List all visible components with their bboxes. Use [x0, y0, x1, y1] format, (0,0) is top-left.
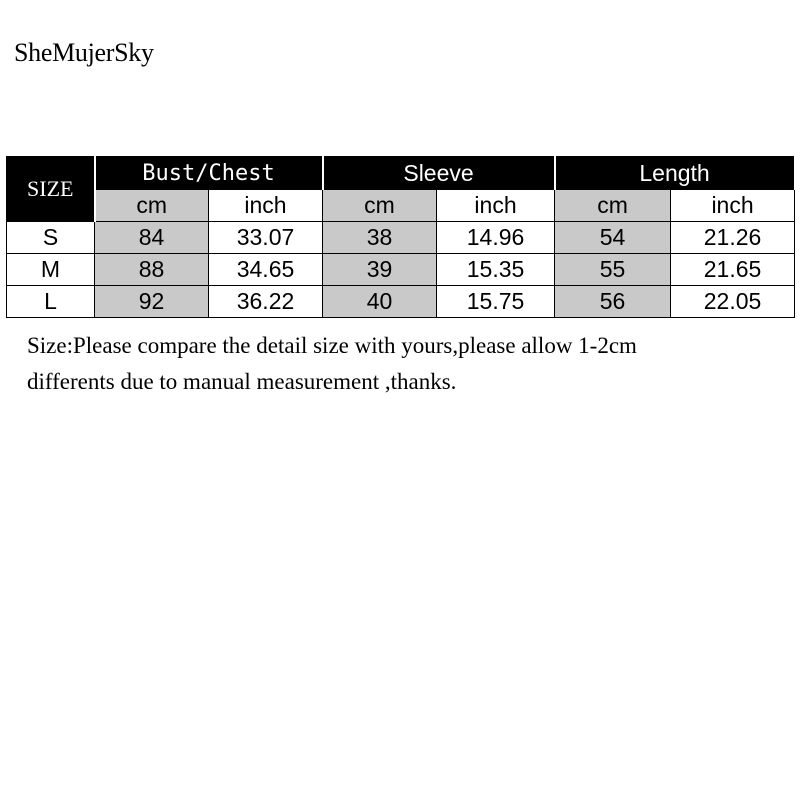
table-cell: 84	[95, 222, 209, 254]
table-cell: 22.05	[671, 286, 795, 318]
brand-name: SheMujerSky	[14, 38, 154, 67]
unit-header: cm	[323, 190, 437, 222]
table-cell: 36.22	[209, 286, 323, 318]
table-cell: 34.65	[209, 254, 323, 286]
unit-header: inch	[209, 190, 323, 222]
table-cell: 55	[555, 254, 671, 286]
size-note	[27, 328, 787, 400]
sleeve-header: Sleeve	[323, 157, 555, 190]
table-row	[7, 222, 795, 254]
table-cell: 56	[555, 286, 671, 318]
table-cell: 40	[323, 286, 437, 318]
bust-chest-header: Bust/Chest	[95, 157, 323, 190]
size-label: S	[7, 222, 95, 254]
table-cell: 39	[323, 254, 437, 286]
table-row	[7, 254, 795, 286]
unit-header: inch	[437, 190, 555, 222]
table-cell: 21.65	[671, 254, 795, 286]
unit-header-row	[7, 190, 795, 222]
table-row	[7, 286, 795, 318]
unit-header: inch	[671, 190, 795, 222]
table-cell: 92	[95, 286, 209, 318]
table-cell: 33.07	[209, 222, 323, 254]
table-cell: 54	[555, 222, 671, 254]
size-note-line: Size:Please compare the detail size with yours,please allow 1-2cm	[27, 333, 637, 358]
table-cell: 38	[323, 222, 437, 254]
table-header-row	[7, 157, 795, 190]
table-cell: 15.75	[437, 286, 555, 318]
unit-header: cm	[95, 190, 209, 222]
table-cell: 88	[95, 254, 209, 286]
table-cell: 21.26	[671, 222, 795, 254]
size-label: M	[7, 254, 95, 286]
size-label: L	[7, 286, 95, 318]
length-header: Length	[555, 157, 795, 190]
table-cell: 15.35	[437, 254, 555, 286]
unit-header: cm	[555, 190, 671, 222]
size-chart-table	[6, 156, 796, 318]
size-note-line: differents due to manual measurement ,thanks.	[27, 369, 457, 394]
size-column-header: SIZE	[7, 157, 95, 222]
table-cell: 14.96	[437, 222, 555, 254]
